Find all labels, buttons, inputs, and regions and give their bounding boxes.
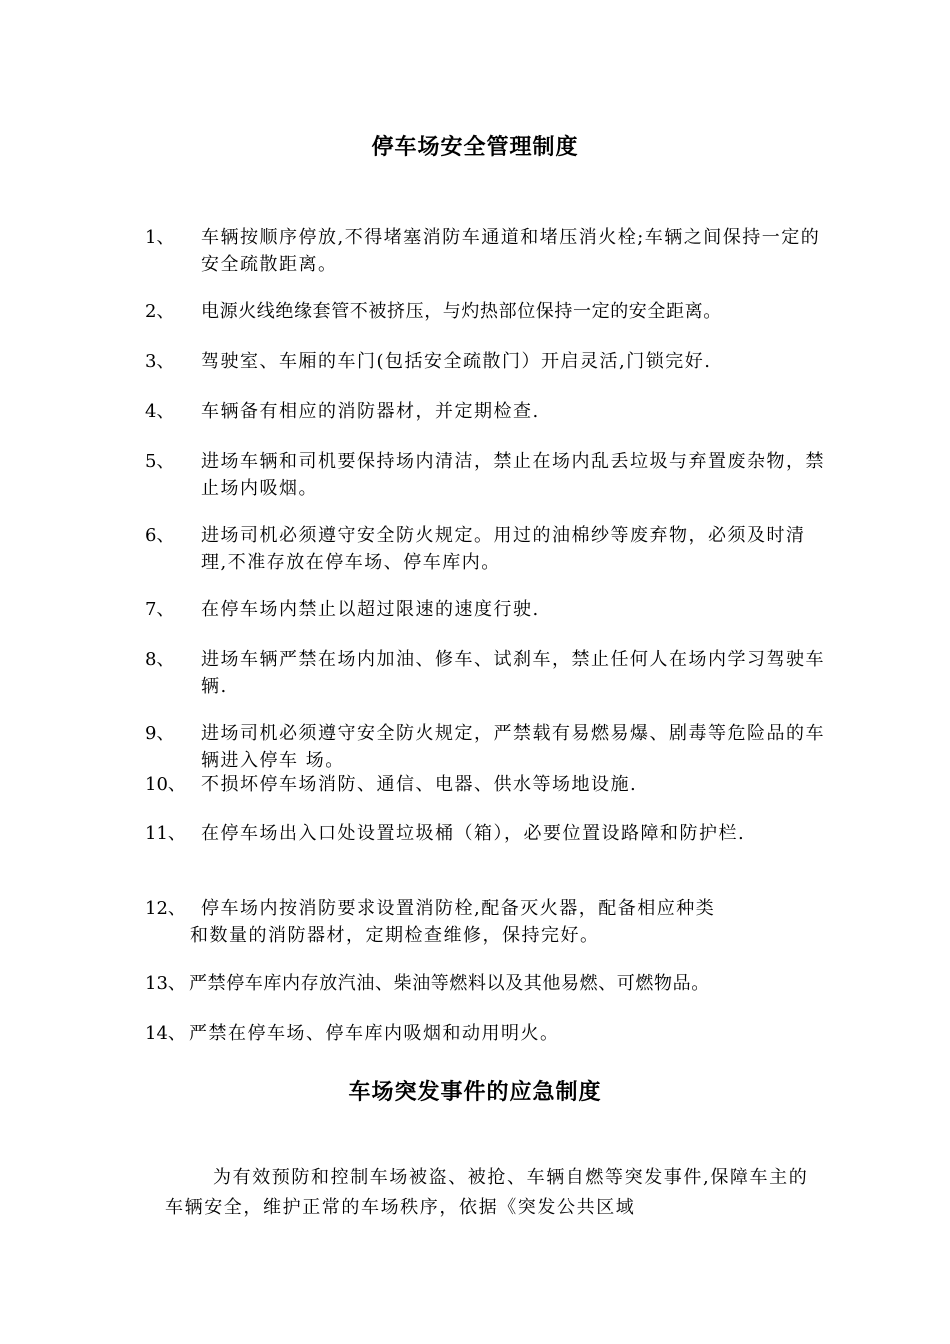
rule-number: 1、 (145, 227, 175, 248)
rule-text: 严禁停车库内存放汽油、柴油等燃料以及其他易燃、可燃物品。 (189, 973, 710, 994)
rule-item-3 (145, 348, 825, 375)
rule-item-13 (145, 970, 825, 997)
rule-number: 8、 (145, 649, 175, 670)
rule-item-5 (145, 448, 825, 502)
rule-text: 驾驶室、车厢的车门(包括安全疏散门）开启灵活,门锁完好. (201, 351, 712, 372)
rule-item-11 (145, 820, 825, 847)
document-title: 停车场安全管理制度 (371, 135, 579, 160)
rule-number: 13、 (145, 973, 186, 994)
rule-text: 停车场内按消防要求设置消防栓,配备灭火器，配备相应种类 (201, 898, 716, 919)
rule-number: 9、 (145, 723, 175, 744)
rule-text: 车辆备有相应的消防器材，并定期检查. (201, 401, 540, 422)
rule-text: 进场司机必须遵守安全防火规定。用过的油棉纱等废弃物，必须及时清理,不准存放在停车场、停车库内。 (201, 525, 806, 573)
rule-item-7 (145, 596, 825, 623)
rule-item-12 (145, 895, 825, 922)
rule-number: 6、 (145, 525, 175, 546)
rule-number: 5、 (145, 451, 175, 472)
rule-item-1 (145, 224, 825, 278)
rule-text: 在停车场出入口处设置垃圾桶（箱），必要位置设路障和防护栏. (201, 823, 746, 844)
rule-item-14 (145, 1020, 825, 1047)
rule-number: 12、 (145, 898, 186, 919)
rule-number: 3、 (145, 351, 175, 372)
rule-item-8 (145, 646, 825, 700)
section-paragraph: 为有效预防和控制车场被盗、被抢、车辆自燃等突发事件,保障车主的车辆安全，维护正常的车场秩序，依据《突发公共区域 (165, 1167, 809, 1218)
rule-text: 进场车辆严禁在场内加油、修车、试刹车，禁止任何人在场内学习驾驶车辆. (201, 649, 825, 697)
rule-text: 进场车辆和司机要保持场内清洁，禁止在场内乱丢垃圾与弃置废杂物，禁止场内吸烟。 (201, 451, 825, 499)
rule-text: 电源火线绝缘套管不被挤压，与灼热部位保持一定的安全距离。 (201, 301, 722, 322)
rule-item-12-continuation: 和数量的消防器材，定期检查维修，保持完好。 (190, 925, 600, 946)
rule-item-6 (145, 522, 825, 576)
rule-text: 进场司机必须遵守安全防火规定，严禁载有易燃易爆、剧毒等危险品的车辆进入停车 场。 (201, 723, 825, 771)
rule-number: 7、 (145, 599, 175, 620)
rule-text: 不损坏停车场消防、通信、电器、供水等场地设施. (201, 774, 638, 795)
rule-text: 车辆按顺序停放,不得堵塞消防车通道和堵压消火栓;车辆之间保持一定的安全疏散距离。 (201, 227, 821, 275)
rule-item-10 (145, 771, 825, 798)
rule-item-4 (145, 398, 825, 425)
rule-number: 11、 (145, 823, 186, 844)
rule-item-2 (145, 298, 825, 325)
rule-text: 在停车场内禁止以超过限速的速度行驶. (201, 599, 540, 620)
rule-number: 2、 (145, 301, 175, 322)
rule-item-9 (145, 720, 825, 774)
rule-number: 14、 (145, 1023, 186, 1044)
rule-number: 4、 (145, 401, 175, 422)
section-title: 车场突发事件的应急制度 (348, 1080, 602, 1105)
rule-text: 严禁在停车场、停车库内吸烟和动用明火。 (189, 1023, 560, 1044)
rule-number: 10、 (145, 774, 186, 795)
